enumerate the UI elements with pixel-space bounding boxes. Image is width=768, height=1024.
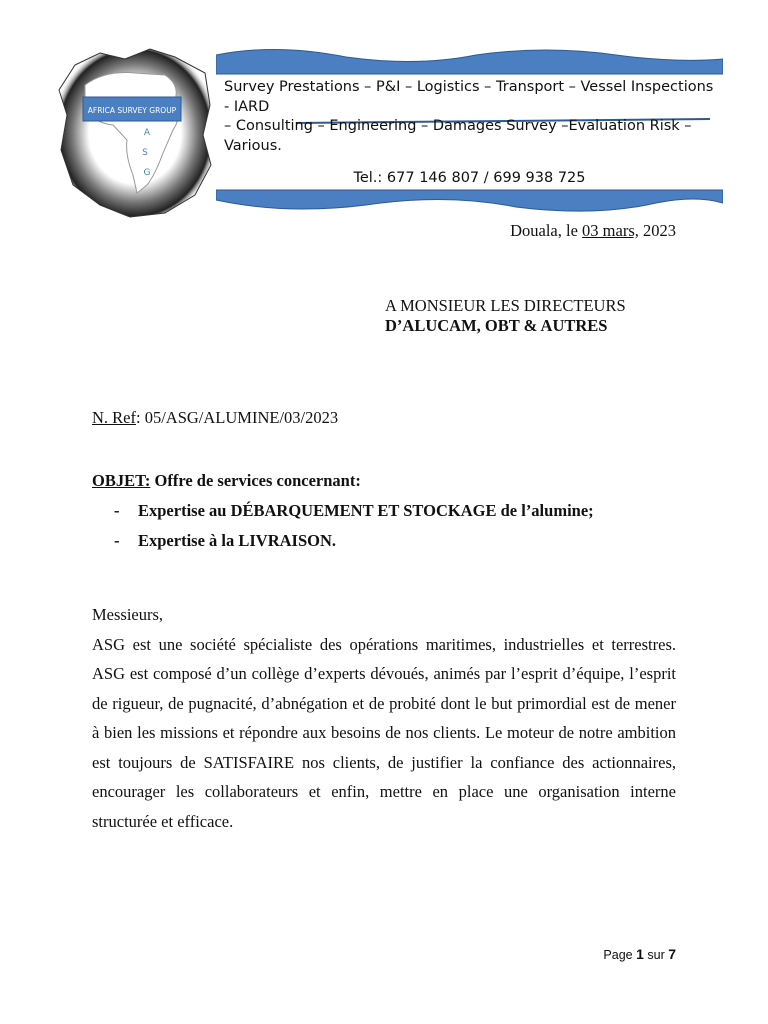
page-label: Page	[603, 948, 637, 962]
letter-date	[510, 221, 676, 241]
services-line-2: – Consulting – Engineering – Damages Survey –Evaluation Risk – Various.	[224, 118, 692, 154]
date-year: 2023	[638, 221, 676, 240]
telephone-text: Tel.: 677 146 807 / 699 938 725	[353, 170, 586, 186]
company-logo	[55, 45, 215, 220]
page-number	[603, 946, 676, 962]
body-paragraph: ASG est une société spécialiste des opérations maritimes, industrielles et terrestres. ASG est composé d’un collège d’experts dévoués, animés par l’esprit d’équipe, l’esprit de rigueur, de pugnacité, d’abnégation et de probité dont le but primordial est de mener à bien les missions et répondre aux besoins de nos clients. Le moteur de notre ambition est toujours de SATISFAIRE nos clients, de justifier la confiance des actionnaires, encourager les collaborateurs et enfin, mettre en place une organisation interne structurée et efficace.	[92, 634, 676, 831]
date-prefix: Douala, le	[510, 221, 583, 240]
page-sur: sur	[643, 948, 669, 962]
salutation: Messieurs,	[92, 605, 164, 624]
letter-body	[92, 600, 676, 836]
logo-letter-g: G	[143, 168, 151, 178]
recipient-block	[385, 296, 626, 336]
services-line-1: Survey Prestations – P&I – Logistics – Transport – Vessel Inspections - IARD	[224, 79, 714, 115]
bullet-dash: -	[114, 531, 120, 550]
reference-label: N. Ref	[92, 408, 136, 427]
reference	[92, 408, 338, 428]
logo-text: AFRICA SURVEY GROUP	[87, 106, 177, 115]
logo-letter-a: A	[143, 128, 151, 138]
total-pages: 7	[668, 946, 676, 962]
date-day: 03 mars,	[582, 221, 639, 240]
current-page: 1	[636, 946, 644, 962]
subject-item	[114, 496, 594, 526]
telephone	[216, 169, 723, 188]
bullet-dash: -	[114, 501, 120, 520]
subject-block	[92, 466, 594, 556]
subject-title: Offre de services concernant:	[150, 471, 361, 490]
subject-item-text: Expertise au DÉBARQUEMENT ET STOCKAGE de l’alumine;	[138, 501, 594, 520]
services-list	[224, 78, 714, 156]
subject-item	[114, 526, 594, 556]
logo-letter-s: S	[142, 148, 148, 158]
recipient-line-1: A MONSIEUR LES DIRECTEURS	[385, 296, 626, 315]
reference-value: : 05/ASG/ALUMINE/03/2023	[136, 408, 339, 427]
africa-logo-graphic	[55, 45, 215, 220]
recipient-line-2: D’ALUCAM, OBT & AUTRES	[385, 316, 608, 335]
subject-item-text: Expertise à la LIVRAISON.	[138, 531, 337, 550]
subject-label: OBJET:	[92, 471, 151, 490]
